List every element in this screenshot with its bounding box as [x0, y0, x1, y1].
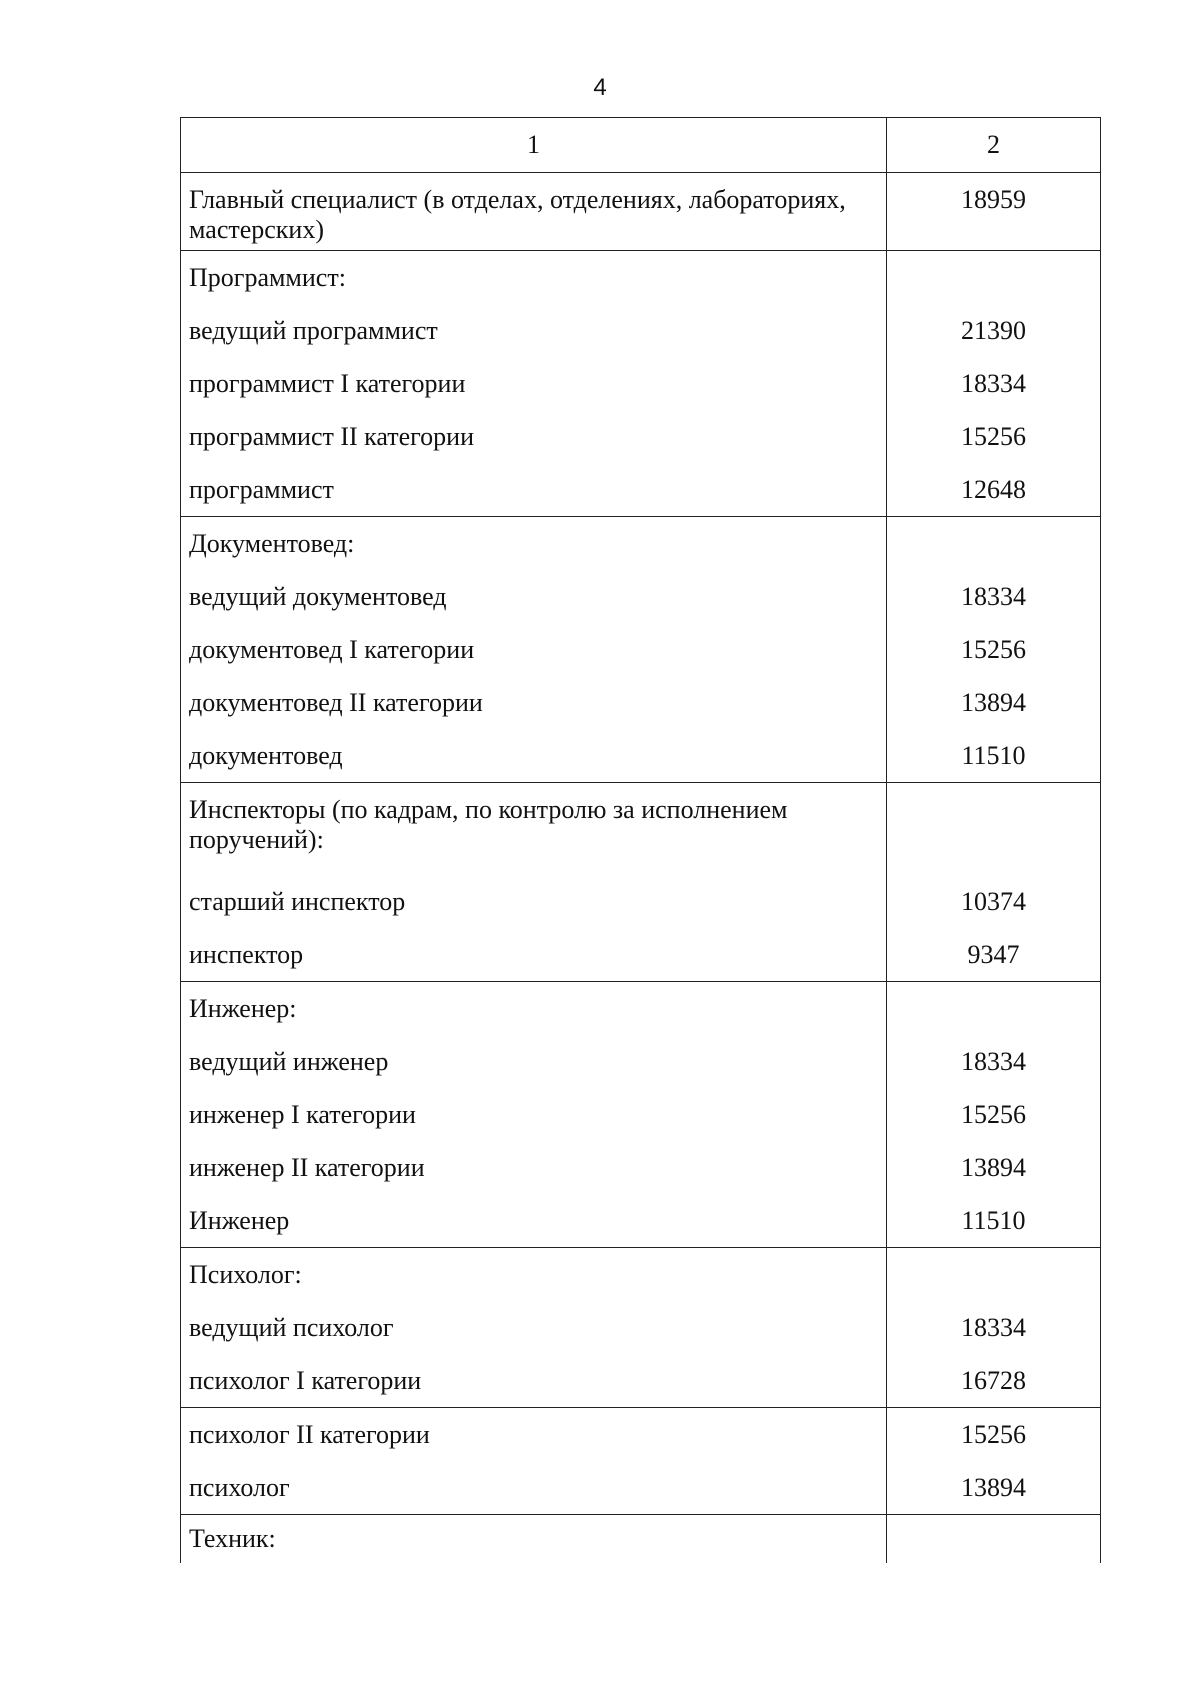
position-label: психолог II категории — [181, 1408, 887, 1462]
position-label: Инженер — [181, 1194, 887, 1248]
position-label: ведущий психолог — [181, 1301, 887, 1354]
salary-value: 9347 — [887, 928, 1101, 982]
table-row — [181, 251, 1101, 305]
position-label: документовед — [181, 729, 887, 783]
table-row — [181, 1301, 1101, 1354]
group-title: Техник: — [181, 1515, 887, 1564]
salary-value — [887, 517, 1101, 571]
position-label: психолог I категории — [181, 1354, 887, 1408]
salary-value: 11510 — [887, 729, 1101, 783]
table-row — [181, 570, 1101, 623]
salary-value: 16728 — [887, 1354, 1101, 1408]
salary-value: 12648 — [887, 463, 1101, 517]
table-row — [181, 1088, 1101, 1141]
table-row — [181, 982, 1101, 1036]
position-label: программист I категории — [181, 357, 887, 410]
position-label: ведущий программист — [181, 304, 887, 357]
table-row — [181, 1141, 1101, 1194]
group-title: Документовед: — [181, 517, 887, 571]
group-title: Программист: — [181, 251, 887, 305]
salary-value: 18334 — [887, 570, 1101, 623]
salary-value — [887, 982, 1101, 1036]
salary-value: 18959 — [887, 173, 1101, 251]
group-title: Инспекторы (по кадрам, по контролю за исполнением поручений): — [181, 783, 887, 876]
table-row — [181, 729, 1101, 783]
position-label: программист — [181, 463, 887, 517]
position-label: инженер II категории — [181, 1141, 887, 1194]
position-label: старший инспектор — [181, 875, 887, 928]
table-row — [181, 1354, 1101, 1408]
column-header-salary: 2 — [887, 118, 1101, 173]
position-label: психолог — [181, 1461, 887, 1515]
group-title: Инженер: — [181, 982, 887, 1036]
position-label: ведущий документовед — [181, 570, 887, 623]
salary-value — [887, 1248, 1101, 1302]
page-number: 4 — [593, 74, 607, 101]
position-label: программист II категории — [181, 410, 887, 463]
salary-value: 10374 — [887, 875, 1101, 928]
position-label: Главный специалист (в отделах, отделениях, лабораториях, мастерских) — [181, 173, 887, 251]
salary-value — [887, 251, 1101, 305]
salary-value: 13894 — [887, 1461, 1101, 1515]
position-label: документовед I категории — [181, 623, 887, 676]
table-row — [181, 875, 1101, 928]
table-row — [181, 623, 1101, 676]
table-row — [181, 928, 1101, 982]
table-row — [181, 173, 1101, 251]
salary-value: 15256 — [887, 410, 1101, 463]
position-label: документовед II категории — [181, 676, 887, 729]
salary-table — [180, 117, 1101, 1563]
salary-value: 21390 — [887, 304, 1101, 357]
table-row — [181, 676, 1101, 729]
table-row — [181, 517, 1101, 571]
position-label: инженер I категории — [181, 1088, 887, 1141]
table-row — [181, 1194, 1101, 1248]
salary-value: 13894 — [887, 1141, 1101, 1194]
table-row — [181, 1461, 1101, 1515]
table-row — [181, 783, 1101, 876]
salary-value: 15256 — [887, 1408, 1101, 1462]
salary-value: 15256 — [887, 1088, 1101, 1141]
salary-value — [887, 1515, 1101, 1564]
table-row — [181, 463, 1101, 517]
salary-value — [887, 783, 1101, 876]
table-row — [181, 357, 1101, 410]
salary-value: 18334 — [887, 1301, 1101, 1354]
table-row — [181, 1035, 1101, 1088]
table-row — [181, 410, 1101, 463]
column-header-position: 1 — [181, 118, 887, 173]
table-row — [181, 304, 1101, 357]
table-row — [181, 1515, 1101, 1564]
group-title: Психолог: — [181, 1248, 887, 1302]
table-row — [181, 1408, 1101, 1462]
salary-value: 18334 — [887, 1035, 1101, 1088]
table-row — [181, 1248, 1101, 1302]
salary-value: 15256 — [887, 623, 1101, 676]
salary-value: 13894 — [887, 676, 1101, 729]
table-header-row — [181, 118, 1101, 173]
position-label: ведущий инженер — [181, 1035, 887, 1088]
position-label: инспектор — [181, 928, 887, 982]
salary-value: 18334 — [887, 357, 1101, 410]
salary-value: 11510 — [887, 1194, 1101, 1248]
